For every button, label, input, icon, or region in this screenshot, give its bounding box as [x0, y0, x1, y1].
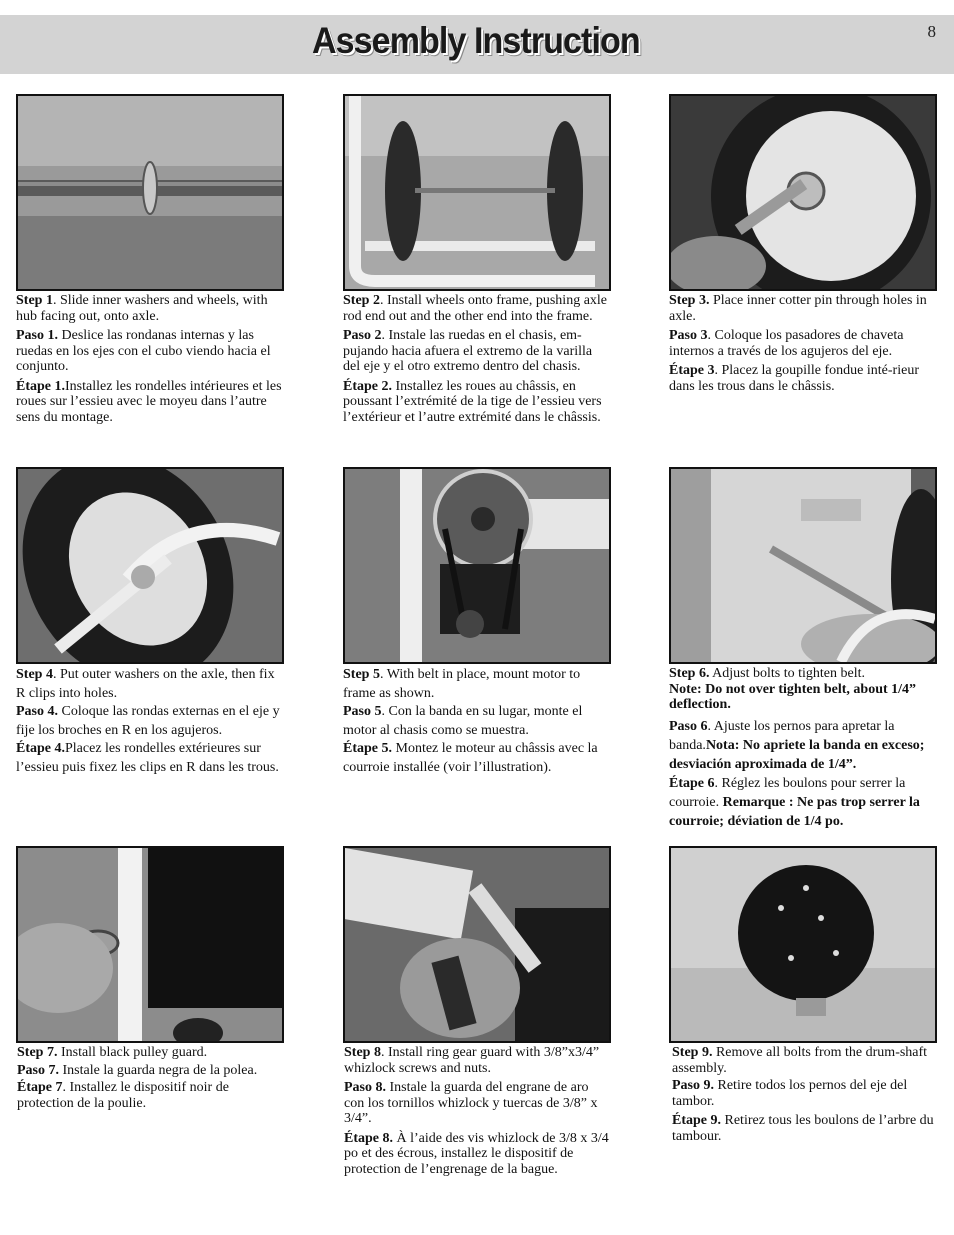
step-5-fr-text: Montez le moteur au châssis avec la courroie installée (voir l’illustration). — [343, 741, 598, 775]
step-7-photo — [16, 846, 284, 1043]
step-7 — [16, 846, 284, 1111]
step-2-es-text: . Instale las ruedas en el chasis, em-pujando hacia afuera el extremo de la varilla del eje y el otro extremo dentro del chasis. — [343, 328, 593, 374]
step-7-fr-label: Étape 7 — [17, 1080, 63, 1095]
step-3-fr-text: . Placez la goupille fondue inté-rieur dans les trous dans le châssis. — [669, 363, 919, 394]
step-2-en-text: . Install wheels onto frame, pushing axle rod end out and the other end into the frame. — [343, 293, 608, 324]
step-9-es-text: Retire todos los pernos del eje del tambor. — [672, 1078, 908, 1109]
step-9-fr-label: Étape 9. — [672, 1113, 721, 1128]
step-3-en-text: Place inner cotter pin through holes in axle. — [669, 293, 927, 324]
step-9-photo — [669, 846, 937, 1043]
step-6-es-note: Nota: No apriete la banda en exceso; desviación aproximada de 1/4”. — [669, 737, 925, 772]
step-1 — [16, 94, 284, 429]
step-4 — [16, 467, 284, 777]
step-3-es-label: Paso 3 — [669, 328, 708, 343]
step-6-en-text: Adjust bolts to tighten belt. — [709, 666, 866, 681]
step-6-fr-label: Étape 6 — [669, 775, 715, 791]
step-1-en-label: Step 1 — [16, 293, 53, 308]
step-3-en-label: Step 3. — [669, 293, 710, 308]
step-3-es-text: . Coloque los pasadores de chaveta internos a través de los agujeros del eje. — [669, 328, 904, 359]
step-8-en-label: Step 8 — [344, 1045, 381, 1060]
step-1-en-text: . Slide inner washers and wheels, with hub facing out, onto axle. — [16, 293, 268, 324]
step-6-fr-note: Remarque : Ne pas trop serrer la courroie; déviation de 1/4 po. — [669, 794, 920, 829]
step-6 — [669, 467, 937, 831]
step-9-en-text: Remove all bolts from the drum-shaft assembly. — [672, 1045, 928, 1076]
step-6-fr-text: . Réglez les boulons pour serrer la courroie. — [669, 775, 906, 810]
step-4-es-label: Paso 4. — [16, 704, 58, 719]
step-3 — [669, 94, 937, 398]
step-5-es-text: . Con la banda en su lugar, monte el motor al chasis como se muestra. — [343, 704, 583, 738]
step-9 — [669, 846, 937, 1148]
page-title: Assembly Instruction — [312, 20, 640, 61]
step-8-photo — [343, 846, 611, 1043]
step-8 — [343, 846, 611, 1181]
step-7-en-label: Step 7. — [17, 1045, 58, 1060]
step-1-es-label: Paso 1. — [16, 328, 58, 343]
step-7-es-text: Instale la guarda negra de la polea. — [59, 1062, 258, 1078]
step-9-en-label: Step 9. — [672, 1045, 713, 1060]
step-4-en-text: . Put outer washers on the axle, then fix R clips into holes. — [16, 667, 275, 701]
step-4-es-text: Coloque las rondas externas en el eje y fije los broches en R en los agujeros. — [16, 704, 280, 738]
step-9-es-label: Paso 9. — [672, 1078, 714, 1093]
step-6-photo — [669, 467, 937, 664]
step-2 — [343, 94, 611, 429]
step-4-en-label: Step 4 — [16, 667, 53, 682]
step-2-fr-label: Étape 2. — [343, 378, 392, 394]
step-4-fr-text: Placez les rondelles extérieures sur l’essieu puis fixez les clips en R dans les trous. — [16, 741, 279, 775]
step-8-fr-text: À l’aide des vis whizlock de 3/8 x 3/4 po et des écrous, installez le dispositif de protection de l’engrenage de la bague. — [344, 1130, 609, 1177]
step-5-fr-label: Étape 5. — [343, 741, 392, 756]
page-number: 8 — [927, 22, 936, 41]
step-6-en-label: Step 6. — [669, 666, 710, 681]
step-4-fr-label: Étape 4. — [16, 741, 65, 756]
step-6-en-note: Note: Do not over tighten belt, about 1/4” deflection. — [669, 681, 917, 712]
step-9-fr-text: Retirez tous les boulons de l’arbre du tambour. — [672, 1113, 934, 1144]
step-5-en-text: . With belt in place, mount motor to frame as shown. — [343, 667, 581, 701]
step-8-fr-label: Étape 8. — [344, 1130, 393, 1146]
step-6-es-label: Paso 6 — [669, 718, 708, 734]
step-5-en-label: Step 5 — [343, 667, 380, 682]
step-8-es-label: Paso 8. — [344, 1080, 386, 1095]
step-6-es-text: . Ajuste los pernos para apretar la banda. — [669, 718, 895, 753]
step-1-fr-text: Installez les rondelles intérieures et les roues sur l’essieu avec le moyeu dans l’autre sens du montage. — [16, 378, 282, 425]
step-2-photo — [343, 94, 611, 291]
step-7-es-label: Paso 7. — [17, 1062, 59, 1078]
step-1-photo — [16, 94, 284, 291]
step-1-es-text: Deslice las rondanas internas y las ruedas en los ejes con el cubo viendo hacia el conjunto. — [16, 328, 271, 374]
step-5-es-label: Paso 5 — [343, 704, 382, 719]
step-3-fr-label: Étape 3 — [669, 363, 715, 378]
step-3-photo — [669, 94, 937, 291]
step-4-photo — [16, 467, 284, 664]
step-2-en-label: Step 2 — [343, 293, 380, 308]
step-7-en-text: Install black pulley guard. — [57, 1045, 208, 1060]
step-7-fr-text: . Installez le dispositif noir de protection de la poulie. — [17, 1080, 229, 1111]
step-2-fr-text: Installez les roues au châssis, en poussant l’extrémité de la tige de l’essieu vers l’extérieur et l’autre extrémité dans le châssis. — [343, 378, 602, 425]
step-1-fr-label: Étape 1. — [16, 378, 65, 394]
step-8-en-text: . Install ring gear guard with 3/8”x3/4” whizlock screws and nuts. — [344, 1045, 600, 1076]
step-5-photo — [343, 467, 611, 664]
step-2-es-label: Paso 2 — [343, 328, 382, 343]
step-5 — [343, 467, 611, 777]
step-8-es-text: Instale la guarda del engrane de aro con los tornillos whizlock y tuercas de 3/8” x 3/4”. — [344, 1080, 598, 1126]
